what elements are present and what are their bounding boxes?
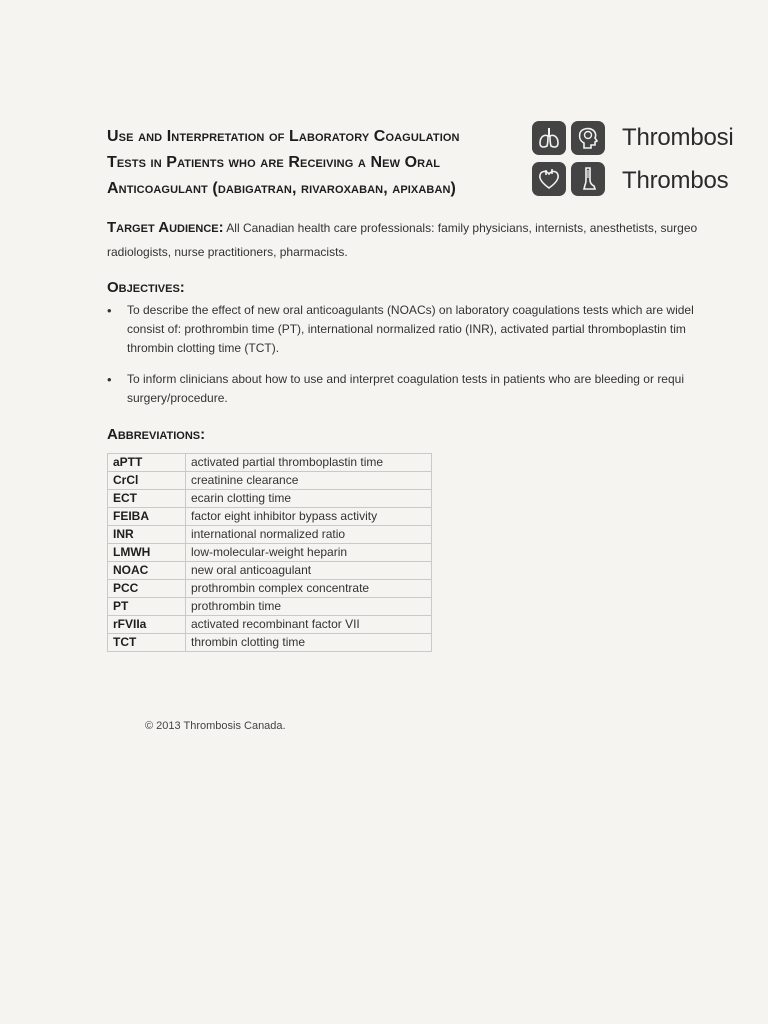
title-line: Use and Interpretation of Laboratory Coagulation: [107, 128, 460, 145]
table-row: [108, 472, 432, 490]
abbr-meaning: thrombin clotting time: [186, 634, 432, 652]
target-audience-text: radiologists, nurse practitioners, pharmacists.: [107, 245, 348, 259]
abbr-meaning: prothrombin complex concentrate: [186, 580, 432, 598]
table-row: [108, 598, 432, 616]
abbr-meaning: factor eight inhibitor bypass activity: [186, 508, 432, 526]
abbr-code: LMWH: [108, 544, 186, 562]
table-row: [108, 562, 432, 580]
table-row: [108, 526, 432, 544]
table-row: [108, 490, 432, 508]
abbr-code: FEIBA: [108, 508, 186, 526]
table-row: [108, 580, 432, 598]
abbr-code: PT: [108, 598, 186, 616]
table-row: [108, 454, 432, 472]
abbr-meaning: ecarin clotting time: [186, 490, 432, 508]
abbr-code: CrCl: [108, 472, 186, 490]
abbr-meaning: activated recombinant factor VII: [186, 616, 432, 634]
document-title: [107, 124, 517, 202]
abbreviations-table: [107, 453, 432, 652]
copyright-notice: © 2013 Thrombosis Canada.: [145, 720, 286, 732]
objectives-list: [107, 301, 768, 420]
list-item: • To describe the effect of new oral anticoagulants (NOACs) on laboratory coagulations tests which are widel consist of: prothrombin time (PT), international normalized ratio (INR), activated partial thromboplastin tim thrombin clotting time (TCT).: [107, 303, 694, 355]
table-row: [108, 634, 432, 652]
abbr-meaning: new oral anticoagulant: [186, 562, 432, 580]
bullet-icon: •: [107, 372, 112, 387]
abbr-meaning: low-molecular-weight heparin: [186, 544, 432, 562]
target-audience-text: All Canadian health care professionals: family physicians, internists, anesthetists, surgeo: [226, 221, 698, 235]
abbr-code: PCC: [108, 580, 186, 598]
bullet-icon: •: [107, 303, 112, 318]
target-audience: [107, 216, 768, 264]
target-audience-label: Target Audience:: [107, 219, 224, 236]
objectives-heading: Objectives:: [107, 279, 185, 296]
table-row: [108, 544, 432, 562]
title-line: Anticoagulant (dabigatran, rivaroxaban, apixaban): [107, 180, 456, 197]
logo-wordmark: Thrombosi: [622, 124, 734, 151]
abbr-code: rFVIIa: [108, 616, 186, 634]
abbr-meaning: international normalized ratio: [186, 526, 432, 544]
table-row: [108, 508, 432, 526]
head-icon: [571, 121, 605, 155]
abbr-code: ECT: [108, 490, 186, 508]
logo-icon-grid: [532, 121, 606, 197]
table-row: [108, 616, 432, 634]
lungs-icon: [532, 121, 566, 155]
logo-wordmark: Thrombos: [622, 167, 729, 194]
abbr-code: TCT: [108, 634, 186, 652]
abbreviations-heading: Abbreviations:: [107, 426, 206, 443]
abbr-meaning: creatinine clearance: [186, 472, 432, 490]
heart-icon: [532, 162, 566, 196]
title-line: Tests in Patients who are Receiving a New Oral: [107, 154, 441, 171]
abbr-code: INR: [108, 526, 186, 544]
list-item: • To inform clinicians about how to use and interpret coagulation tests in patients who are bleeding or requi surgery/procedure.: [107, 372, 684, 405]
abbr-code: NOAC: [108, 562, 186, 580]
abbr-meaning: activated partial thromboplastin time: [186, 454, 432, 472]
leg-icon: [571, 162, 605, 196]
abbr-code: aPTT: [108, 454, 186, 472]
abbr-meaning: prothrombin time: [186, 598, 432, 616]
